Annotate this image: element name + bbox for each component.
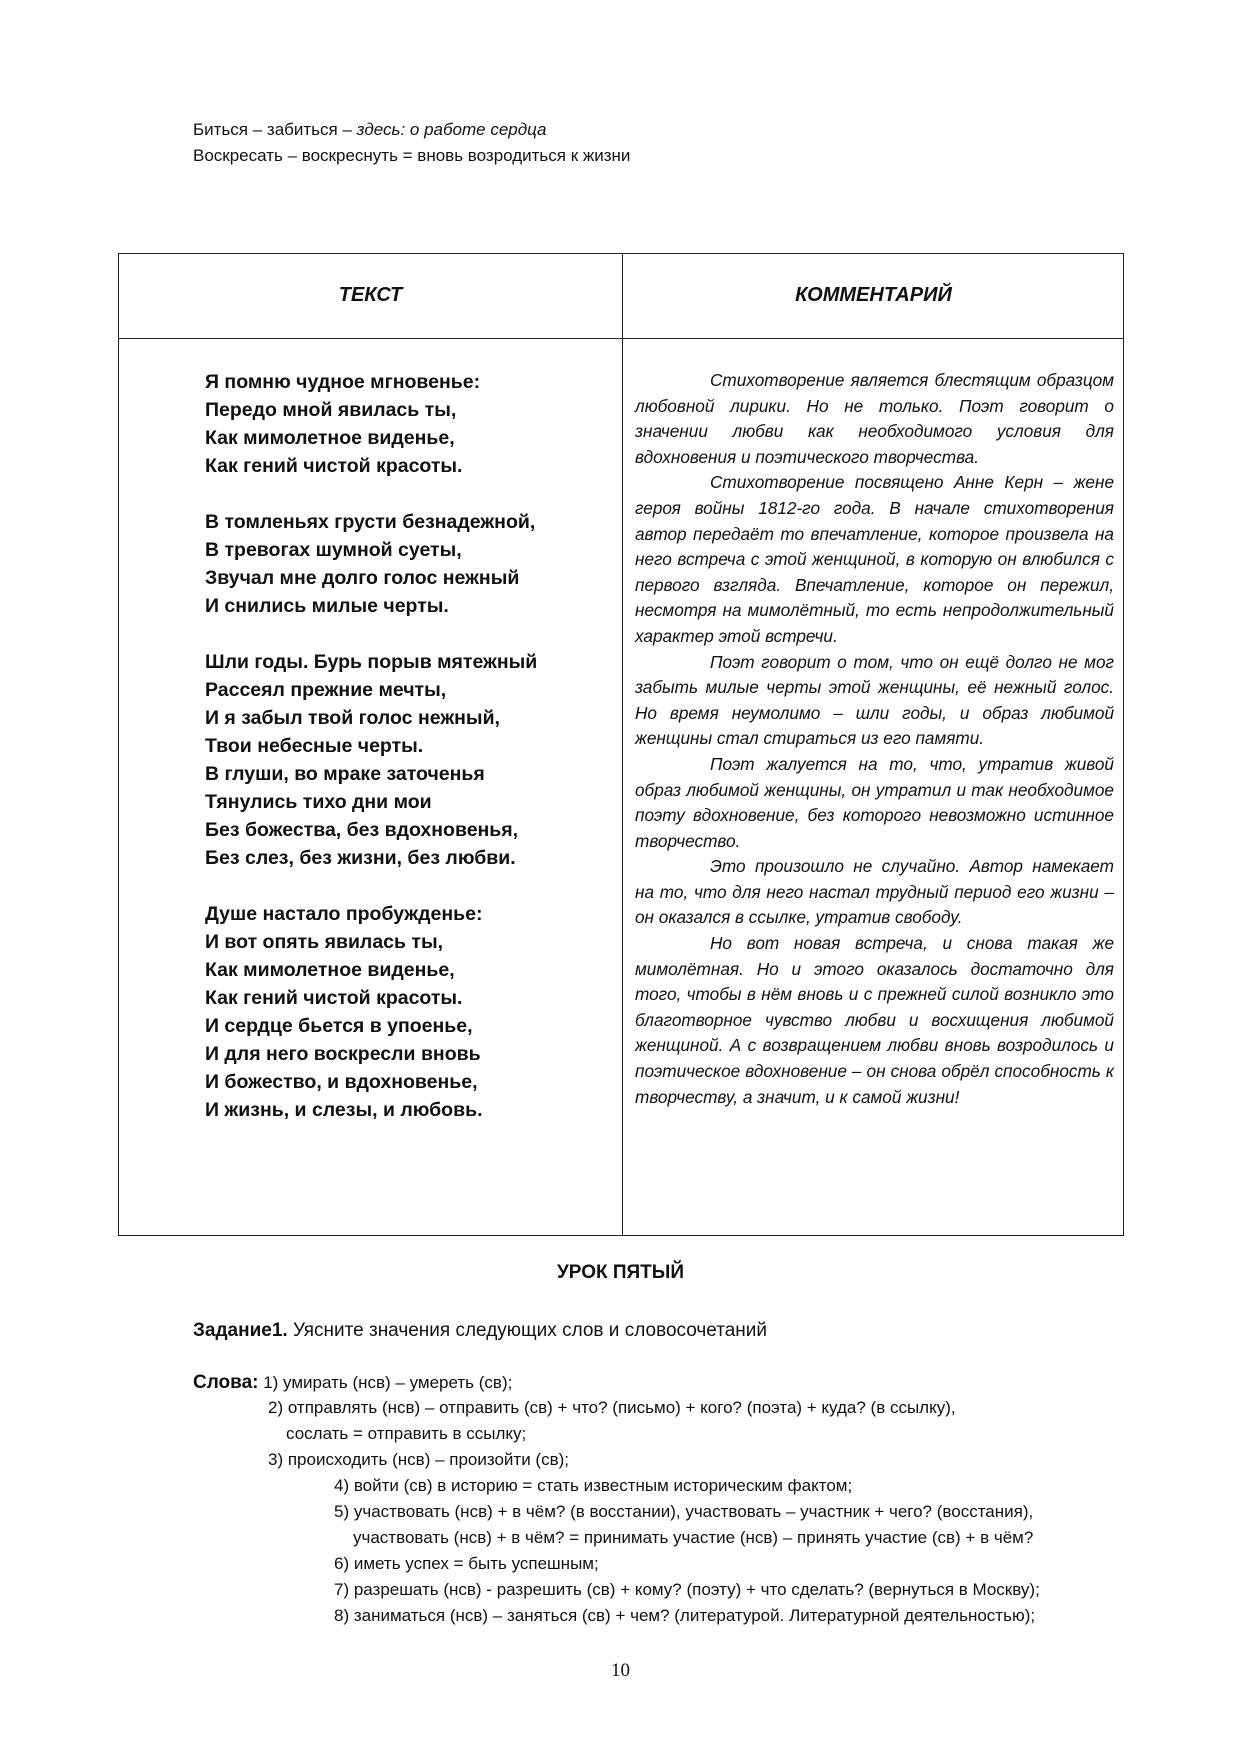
words-line-1 [193, 1372, 512, 1394]
poem-line: И жизнь, и слезы, и любовь. [205, 1099, 483, 1121]
words-item-7: 7) разрешать (нсв) - разрешить (св) + кому? (поэту) + что сделать? (вернуться в Москву); [334, 1580, 1040, 1599]
poem-line: Рассеял прежние мечты, [205, 679, 447, 701]
poem-column [205, 368, 537, 1124]
commentary-paragraph: Стихотворение посвящено Анне Керн – жене героя войны 1812-го года. В начале стихотворения автор передаёт то впечатление, которое произвела на него встреча с этой женщиной, в которую он влюбился с первого взгляда. Впечатление, которое он пережил, несмотря на мимолётный, то есть непродолжительный характер этой встречи. [635, 472, 1114, 646]
stanza-gap [205, 872, 537, 900]
commentary-paragraph: Стихотворение является блестящим образцом любовной лирики. Но не только. Поэт говорит о значении любви как необходимого условия для вдохновения и поэтического творчества. [635, 370, 1114, 467]
poem-commentary-table [118, 253, 1124, 1236]
words-item-2-cont: сослать = отправить в ссылку; [286, 1424, 527, 1443]
task-heading [193, 1320, 767, 1342]
words-item-1: 1) умирать (нсв) – умереть (св); [258, 1373, 513, 1392]
poem-line: Без божества, без вдохновенья, [205, 819, 519, 841]
header-comment: КОММЕНТАРИЙ [795, 284, 952, 306]
poem-line: Твои небесные черты. [205, 735, 424, 757]
header-text: ТЕКСТ [338, 284, 403, 306]
poem-line: И для него воскресли вновь [205, 1043, 481, 1065]
words-item-4: 4) войти (св) в историю = стать известным историческим фактом; [334, 1476, 853, 1495]
poem-line: Как мимолетное виденье, [205, 427, 455, 449]
poem-line: Тянулись тихо дни мои [205, 791, 432, 813]
intro-line-1-italic: здесь: о работе сердца [356, 120, 547, 139]
poem-line: Как гений чистой красоты. [205, 455, 463, 477]
page-number: 10 [611, 1660, 630, 1681]
words-item-5: 5) участвовать (нсв) + в чём? (в восстании), участвовать – участник + чего? (восстания), [334, 1502, 1034, 1521]
intro-line-1 [193, 120, 547, 140]
intro-line-2: Воскресать – воскреснуть = вновь возродиться к жизни [193, 146, 631, 165]
words-item-2: 2) отправлять (нсв) – отправить (св) + что? (письмо) + кого? (поэта) + куда? (в ссылку), [268, 1398, 956, 1417]
poem-line: И я забыл твой голос нежный, [205, 707, 500, 729]
poem-line: В тревогах шумной суеты, [205, 539, 462, 561]
poem-line: В томленьях грусти безнадежной, [205, 511, 536, 533]
poem-line: Я помню чудное мгновенье: [205, 371, 481, 393]
poem-line: Как гений чистой красоты. [205, 987, 463, 1009]
words-item-8: 8) заниматься (нсв) – заняться (св) + чем? (литературой. Литературной деятельностью); [334, 1606, 1036, 1625]
task-text: Уясните значения следующих слов и словосочетаний [287, 1320, 767, 1341]
poem-line: Без слез, без жизни, без любви. [205, 847, 516, 869]
stanza-gap [205, 480, 537, 508]
commentary-paragraph: Поэт жалуется на то, что, утратив живой образ любимой женщины, он утратил и так необходимое поэту вдохновение, без которого невозможно истинное творчество. [635, 753, 1114, 851]
words-item-5-cont: участвовать (нсв) + в чём? = принимать участие (нсв) – принять участие (св) + в чём? [353, 1528, 1034, 1547]
lesson-title: УРОК ПЯТЫЙ [556, 1262, 685, 1283]
poem-line: В глуши, во мраке заточенья [205, 763, 485, 785]
table-column-divider [622, 254, 623, 1235]
task-label: Задание1. [193, 1320, 288, 1341]
poem-line: И вот опять явилась ты, [205, 931, 444, 953]
poem-line: Шли годы. Бурь порыв мятежный [205, 651, 538, 673]
poem-line: Передо мной явилась ты, [205, 399, 457, 421]
commentary-paragraph: Но вот новая встреча, и снова такая же мимолётная. Но и этого оказалось достаточно для того, чтобы в нём вновь и с прежней силой возникло это благотворное чувство любви и восхищения любимой женщиной. А с возвращением любви вновь возродилось и поэтическое вдохновение – он снова обрёл способность к творчеству, а значит, и к самой жизни! [635, 933, 1114, 1107]
intro-line-1-plain: Биться – забиться – [193, 120, 357, 139]
poem-line: Как мимолетное виденье, [205, 959, 455, 981]
poem-line: И сердце бьется в упоенье, [205, 1015, 473, 1037]
stanza-gap [205, 620, 537, 648]
poem-line: Звучал мне долго голос нежный [205, 567, 520, 589]
commentary-paragraph: Это произошло не случайно. Автор намекает на то, что для него настал трудный период его жизни – он оказался в ссылке, утратив свободу. [635, 856, 1114, 928]
poem-line: И снились милые черты. [205, 595, 449, 617]
poem-line: И божество, и вдохновенье, [205, 1071, 478, 1093]
words-label: Слова: [193, 1372, 259, 1393]
poem-line: Душе настало пробужденье: [205, 903, 483, 925]
commentary-column [635, 368, 1114, 1110]
words-item-6: 6) иметь успех = быть успешным; [334, 1554, 599, 1573]
commentary-paragraph: Поэт говорит о том, что он ещё долго не мог забыть милые черты этой женщины, её нежный голос. Но время неумолимо – шли годы, и образ любимой женщины стал стираться из его памяти. [635, 651, 1114, 749]
table-header-divider [119, 338, 1123, 339]
words-item-3: 3) происходить (нсв) – произойти (св); [268, 1450, 570, 1469]
